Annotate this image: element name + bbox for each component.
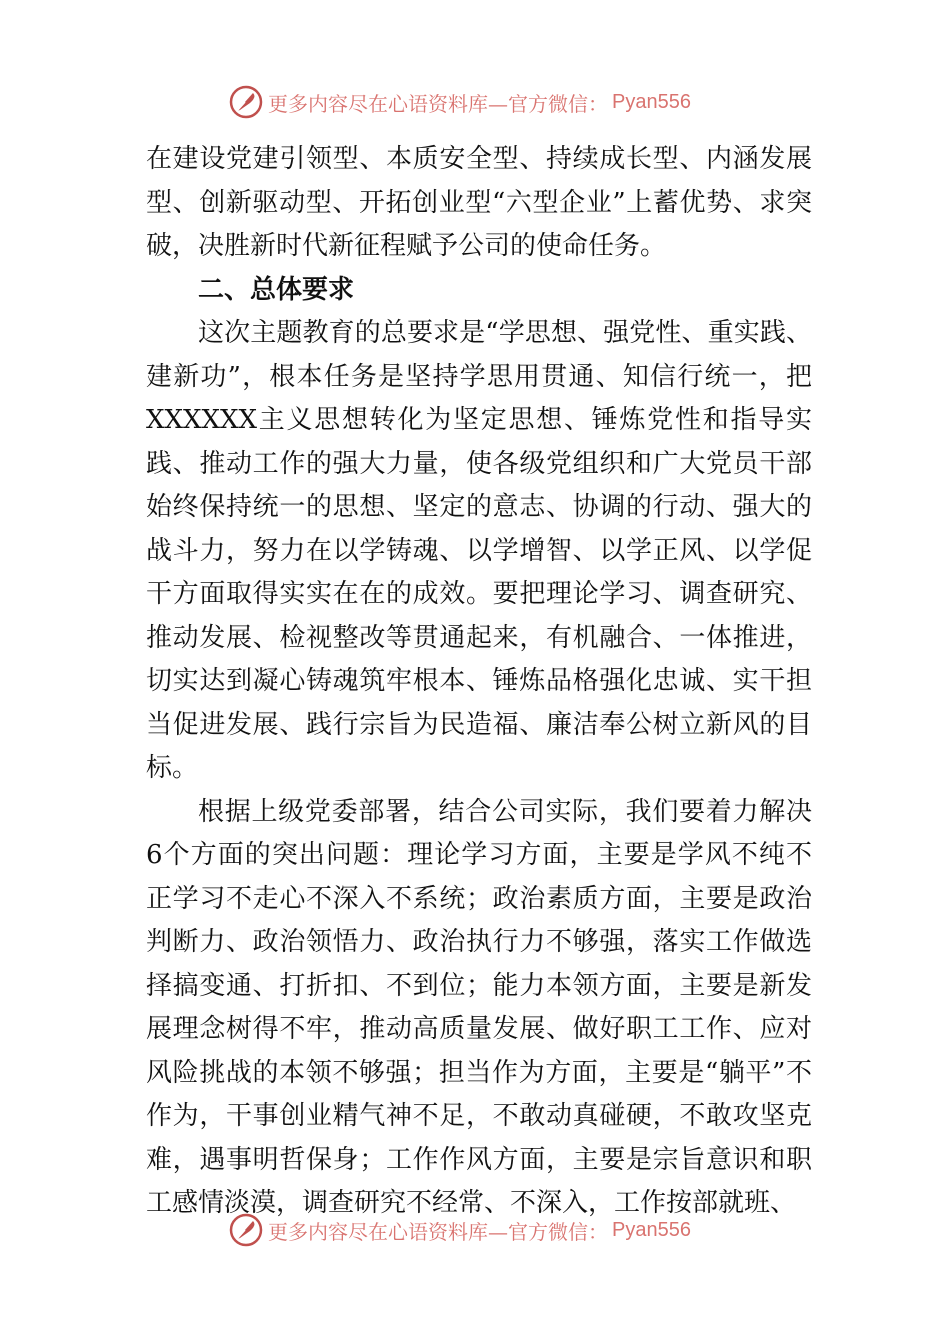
document-body	[146, 138, 812, 1226]
footer-watermark-banner	[228, 1210, 728, 1250]
paragraph-key-problems: 根据上级党委部署，结合公司实际，我们要着力解决6个方面的突出问题：理论学习方面，主要是学风不纯不正学习不走心不深入不系统；政治素质方面，主要是政治判断力、政治领悟力、政治执行力不够强，落实工作做选择搞变通、打折扣、不到位；能力本领方面，主要是新发展理念树得不牢，推动高质量发展、做好职工工作、应对风险挑战的本领不够强；担当作为方面，主要是“躺平”不作为，干事创业精气神不足，不敢动真碰硬，不敢攻坚克难，遇事明哲保身；工作作风方面，主要是宗旨意识和职工感情淡漠，调查研究不经常、不深入，工作按部就班、	[146, 796, 812, 1218]
wechat-handle: Pyan556	[612, 1218, 691, 1241]
banner-text: 更多内容尽在心语资料库—官方微信：	[268, 91, 608, 116]
paragraph-continuation: 在建设党建引领型、本质安全型、持续成长型、内涵发展型、创新驱动型、开拓创业型“六型企业”上蓄优势、求突破，决胜新时代新征程赋予公司的使命任务。	[146, 144, 812, 261]
paragraph-general-requirements: 这次主题教育的总要求是“学思想、强党性、重实践、建新功”，根本任务是坚持学思用贯通、知信行统一，把XXXXXX主义思想转化为坚定思想、锤炼党性和指导实践、推动工作的强大力量，使各级党组织和广大党员干部始终保持统一的思想、坚定的意志、协调的行动、强大的战斗力，努力在以学铸魂、以学增智、以学正风、以学促干方面取得实实在在的成效。要把理论学习、调查研究、推动发展、检视整改等贯通起来，有机融合、一体推进，切实达到凝心铸魂筑牢根本、锤炼品格强化忠诚、实干担当促进发展、践行宗旨为民造福、廉洁奉公树立新风的目标。	[146, 318, 812, 783]
section-heading: 二、总体要求	[198, 274, 355, 305]
header-watermark-banner	[228, 82, 728, 122]
quill-pen-icon	[228, 84, 264, 120]
quill-pen-icon	[228, 1212, 264, 1248]
banner-text: 更多内容尽在心语资料库—官方微信：	[268, 1219, 608, 1244]
wechat-handle: Pyan556	[612, 90, 691, 113]
